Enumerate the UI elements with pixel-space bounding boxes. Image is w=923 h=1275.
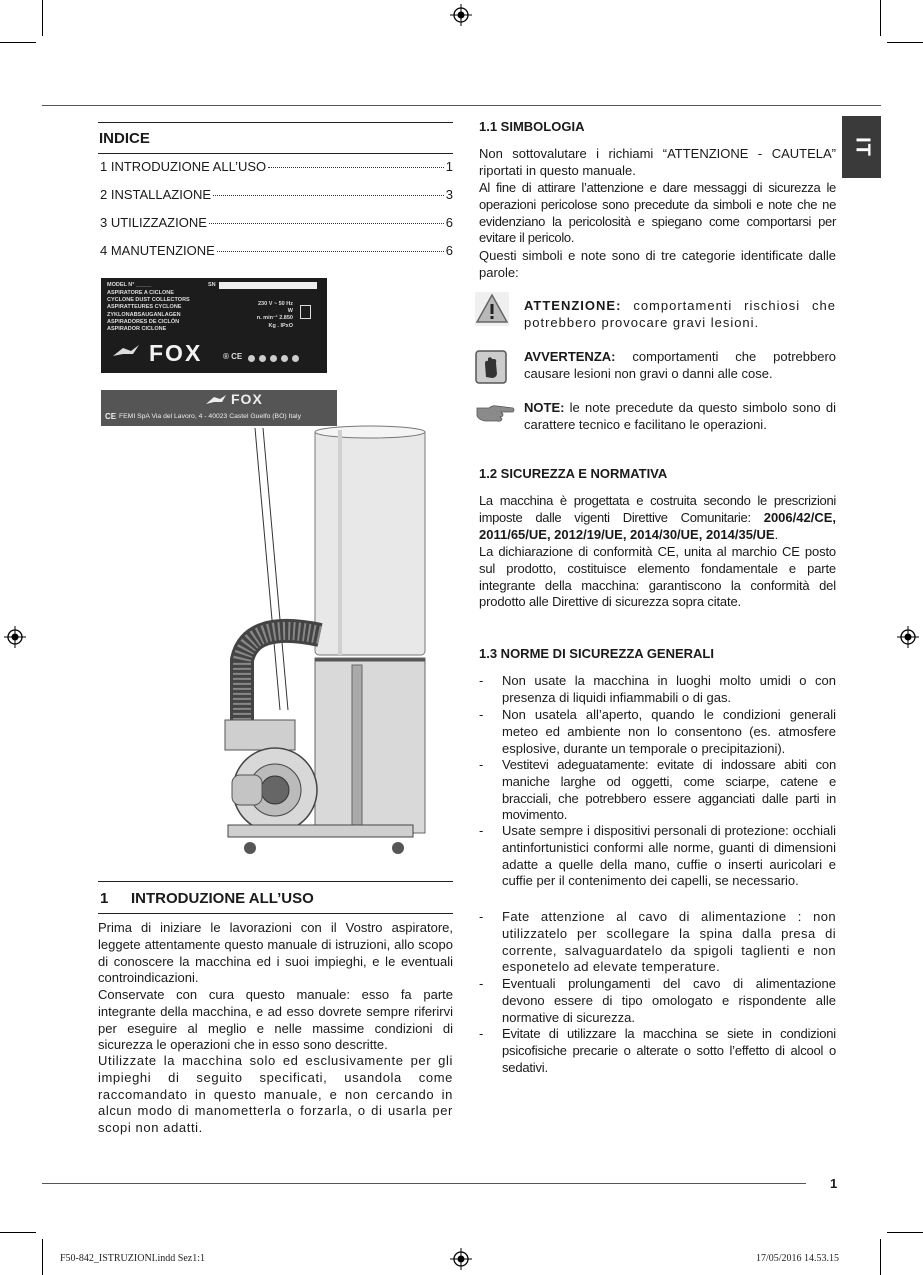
language-tab-label: IT	[851, 137, 873, 157]
safety-pictogram-icon	[259, 355, 266, 362]
safety-pictogram-icon	[281, 355, 288, 362]
crop-mark	[42, 0, 43, 36]
safety-pictogram-icon	[292, 355, 299, 362]
toc-title: INDICE	[99, 130, 150, 147]
crop-mark	[887, 1232, 923, 1233]
section1-top-rule	[98, 881, 453, 882]
stop-hand-icon	[475, 350, 507, 384]
plate2-address: FEMI SpA Via del Lavoro, 4 - 40023 Castel Guelfo (BO) Italy	[119, 413, 301, 420]
s12-paragraph: La macchina è progettata e costruita secondo le prescrizioni imposte dalle vigenti Direttive Comunitarie: 2006/42/CE, 2011/65/UE, 2012/19/UE, 2014/30/UE, 2014/35/UE.	[479, 493, 836, 542]
registration-mark-icon	[897, 626, 919, 648]
s11-paragraph: Questi simboli e note sono di tre categorie identificate dalle parole:	[479, 248, 836, 280]
s11-paragraph: Non sottovalutare i richiami “ATTENZIONE - CAUTELA” riportati in questo manuale.	[479, 146, 836, 178]
symbol-note-text: NOTE: le note precedute da questo simbolo sono di carattere tecnico e facilitano le operazioni.	[524, 400, 836, 432]
slug-date: 17/05/2016 14.53.15	[756, 1253, 840, 1264]
plate2-ce: CE	[105, 412, 117, 421]
toc-title-rule	[98, 153, 453, 154]
crop-mark	[887, 42, 923, 43]
s11-heading: 1.1 SIMBOLOGIA	[479, 119, 585, 134]
section1-paragraph: Conservate con cura questo manuale: esso fa parte integrante della macchina, e ad esso dovrete sempre riferirvi per eseguire al meglio e nelle massime condizioni di sicurezza le operazioni che in esso sono descritte.	[98, 987, 453, 1053]
s12-paragraph: La dichiarazione di conformità CE, unita al marchio CE posto sul prodotto, costituisce elemento fondamentale e parte integrante della macchina: garantiscono la conformità del prodotto alle Direttive di sicurezza sopra citate.	[479, 544, 836, 610]
toc-item[interactable]: 3 UTILIZZAZIONE 6	[100, 215, 453, 230]
slug-filename: F50-842_ISTRUZIONI.indd Sez1:1	[60, 1253, 205, 1264]
safety-pictogram-icon	[270, 355, 277, 362]
s12-heading: 1.2 SICUREZZA E NORMATIVA	[479, 466, 668, 481]
section1-number: 1	[100, 890, 109, 907]
toc-item[interactable]: 4 MANUTENZIONE 6	[100, 243, 453, 258]
registration-mark-icon	[450, 4, 472, 26]
registration-mark-icon	[450, 1248, 472, 1270]
section1-paragraph: Prima di iniziare le lavorazioni con il Vostro aspiratore, leggete attentamente questo manuale di istruzioni, allo scopo di conoscere la macchina ed i suoi impieghi, e le eventuali controindicazioni.	[98, 920, 453, 986]
language-tab	[842, 116, 881, 178]
crop-mark	[880, 0, 881, 36]
disposal-bin-icon	[300, 305, 311, 319]
plate-model: MODEL N° _____	[107, 282, 152, 288]
pointing-hand-icon	[475, 402, 515, 424]
crop-mark	[42, 1239, 43, 1275]
section1-heading: INTRODUZIONE ALL’USO	[131, 890, 314, 907]
crop-mark	[0, 1232, 36, 1233]
section1-paragraph: Utilizzate la macchina solo ed esclusivamente per gli impieghi di seguito specificati, usandola come raccomandato in questo manuale, e non cercando in alcun modo di manometterla o forzarla, o di usarla per scopi non adatti.	[98, 1053, 453, 1136]
symbol-attenzione-text: ATTENZIONE: comportamenti rischiosi che potrebbero provocare gravi lesioni.	[524, 298, 836, 330]
s11-paragraph: Al fine di attirare l’attenzione e dare messaggi di sicurezza le operazioni pericolose sono precedute da simboli e note che ne evidenziano la pericolosità e spiegano come comportarsi per evitare il pericolo.	[479, 180, 836, 246]
toc-top-rule	[98, 122, 453, 123]
plate2-brand: FOX	[231, 391, 263, 407]
header-rule	[42, 105, 881, 106]
list-item: - Eventuali prolungamenti del cavo di alimentazione devono essere di tipo omologato e rispondente alle normative di sicurezza.	[479, 976, 836, 1025]
list-item: - Fate attenzione al cavo di alimentazione : non utilizzatelo per scollegare la spina dalla presa di corrente, salvaguardatelo da spigoli taglienti e non esponetelo ad elevate temperature.	[479, 909, 836, 975]
list-item: - Usate sempre i dispositivi personali di protezione: occhiali antinfortunistici conformi alle norme, guanti di dimensioni adatte a quelle della mano, cuffie o inserti auricolari e cuffie per il contenimento dei capelli, se necessario.	[479, 823, 836, 889]
list-item: - Non usatela all’aperto, quando le condizioni generali meteo ed ambiente non lo consentono (es. atmosfere esplosive, durante un temporale o precipitazioni).	[479, 707, 836, 756]
registration-mark-icon	[4, 626, 26, 648]
fox-logo-icon	[111, 342, 141, 362]
plate-sn: SN	[208, 282, 216, 288]
crop-mark	[0, 42, 36, 43]
list-item: - Vestitevi adeguatamente: evitate di indossare abiti con maniche larghe od oggetti, come sciarpe, catene e bracciali, che potrebbero essere agganciati dalle parti in movimento.	[479, 757, 836, 823]
section1-bottom-rule	[98, 913, 453, 914]
crop-mark	[880, 1239, 881, 1275]
toc-item[interactable]: 1 INTRODUZIONE ALL’USO 1	[100, 159, 453, 174]
s13-heading: 1.3 NORME DI SICUREZZA GENERALI	[479, 646, 714, 661]
list-item: - Non usate la macchina in luoghi molto umidi o con presenza di liquidi infiammabili o di gas.	[479, 673, 836, 705]
footer-rule	[42, 1183, 806, 1184]
list-item: - Evitate di utilizzare la macchina se siete in condizioni psicofisiche precarie o alterate o sotto l’effetto di alcool o sedativi.	[479, 1026, 836, 1075]
plate-brand: FOX	[149, 340, 203, 366]
fox-logo-icon	[205, 393, 227, 407]
plate-marks: ® CE	[223, 352, 243, 361]
page-number: 1	[830, 1176, 838, 1191]
rating-plate: MODEL N° _____ SN ASPIRATORE A CICLONE CYCLONE DUST COLLECTORS ASPIRATTEURES CYCLONE ZYKLONABSAUGANLAGEN ASPIRADORES DE CICLÓN ASPIRADOR CICLONE 230 V ~ 50 Hz W n. min⁻¹ 2.850 Kg . IPxO FOX ® CE	[101, 278, 327, 373]
toc-item[interactable]: 2 INSTALLAZIONE 3	[100, 187, 453, 202]
safety-pictogram-icon	[248, 355, 255, 362]
warning-triangle-icon	[475, 292, 509, 326]
dust-collector-illustration	[220, 420, 440, 860]
symbol-avvertenza-text: AVVERTENZA: comportamenti che potrebbero causare lesioni non gravi o danni alle cose.	[524, 349, 836, 381]
